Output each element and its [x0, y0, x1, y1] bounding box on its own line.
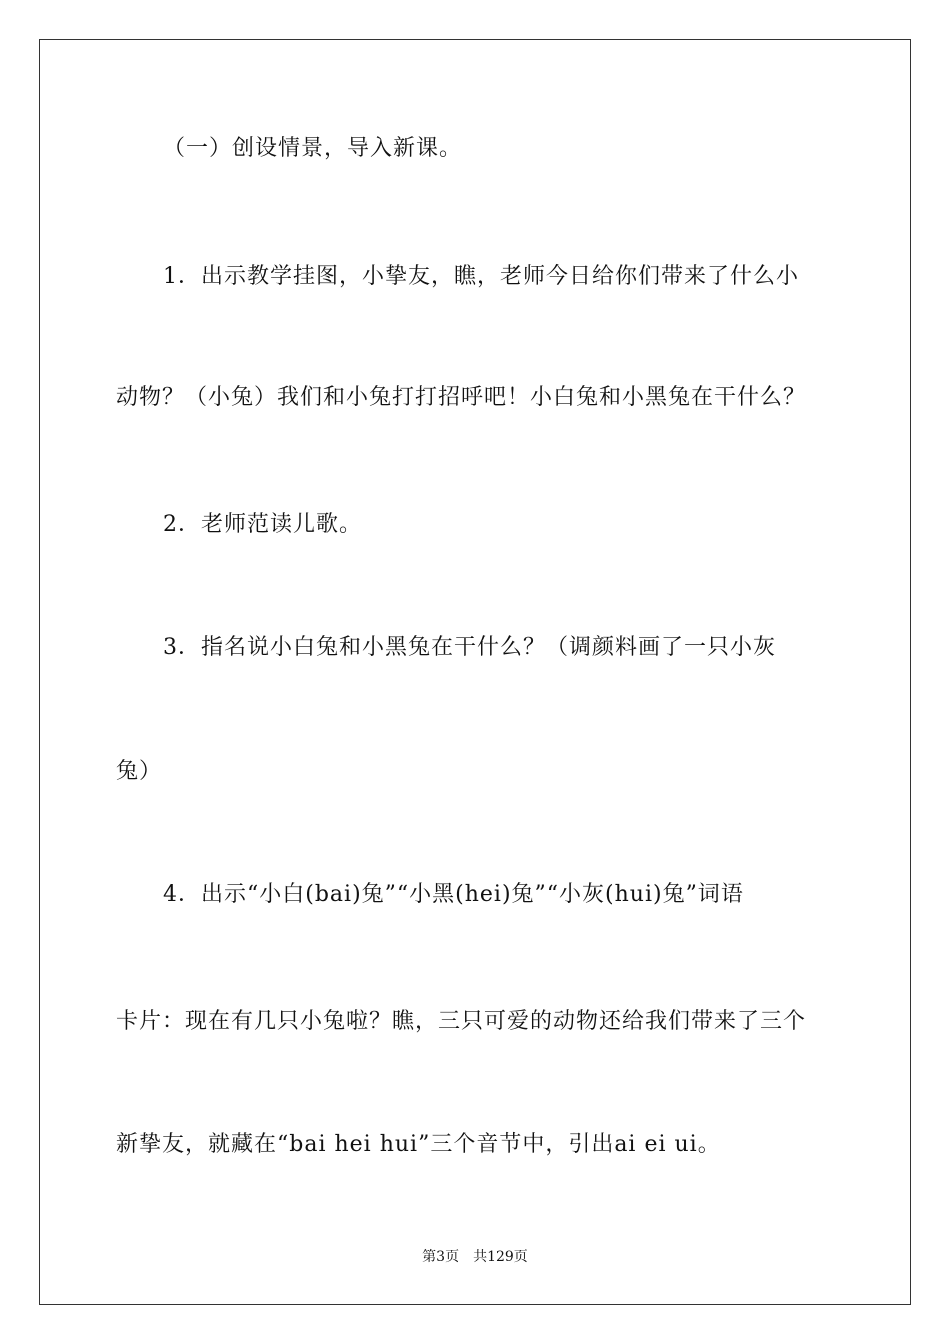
- paragraph-1-line-2: 动物？（小兔）我们和小兔打打招呼吧！小白兔和小黑兔在干什么？: [116, 385, 807, 410]
- page-number-footer: 第3页 共129页: [422, 1249, 528, 1265]
- paragraph-4-line-3: 新挚友，就藏在“bai hei hui”三个音节中，引出ai ei ui。: [116, 1132, 721, 1157]
- section-heading: （一）创设情景，导入新课。: [163, 136, 463, 161]
- paragraph-4-line-1: 4．出示“小白(bai)兔”“小黑(hei)兔”“小灰(hui)兔”词语: [163, 882, 744, 907]
- paragraph-2-line-1: 2．老师范读儿歌。: [163, 512, 362, 537]
- paragraph-1-line-1: 1．出示教学挂图，小挚友，瞧，老师今日给你们带来了什么小: [163, 264, 799, 289]
- paragraph-3-line-2: 兔）: [116, 759, 163, 784]
- page-border: [39, 39, 911, 1305]
- paragraph-4-line-2: 卡片：现在有几只小兔啦？瞧，三只可爱的动物还给我们带来了三个: [116, 1009, 807, 1034]
- paragraph-3-line-1: 3．指名说小白兔和小黑兔在干什么？（调颜料画了一只小灰: [163, 635, 776, 660]
